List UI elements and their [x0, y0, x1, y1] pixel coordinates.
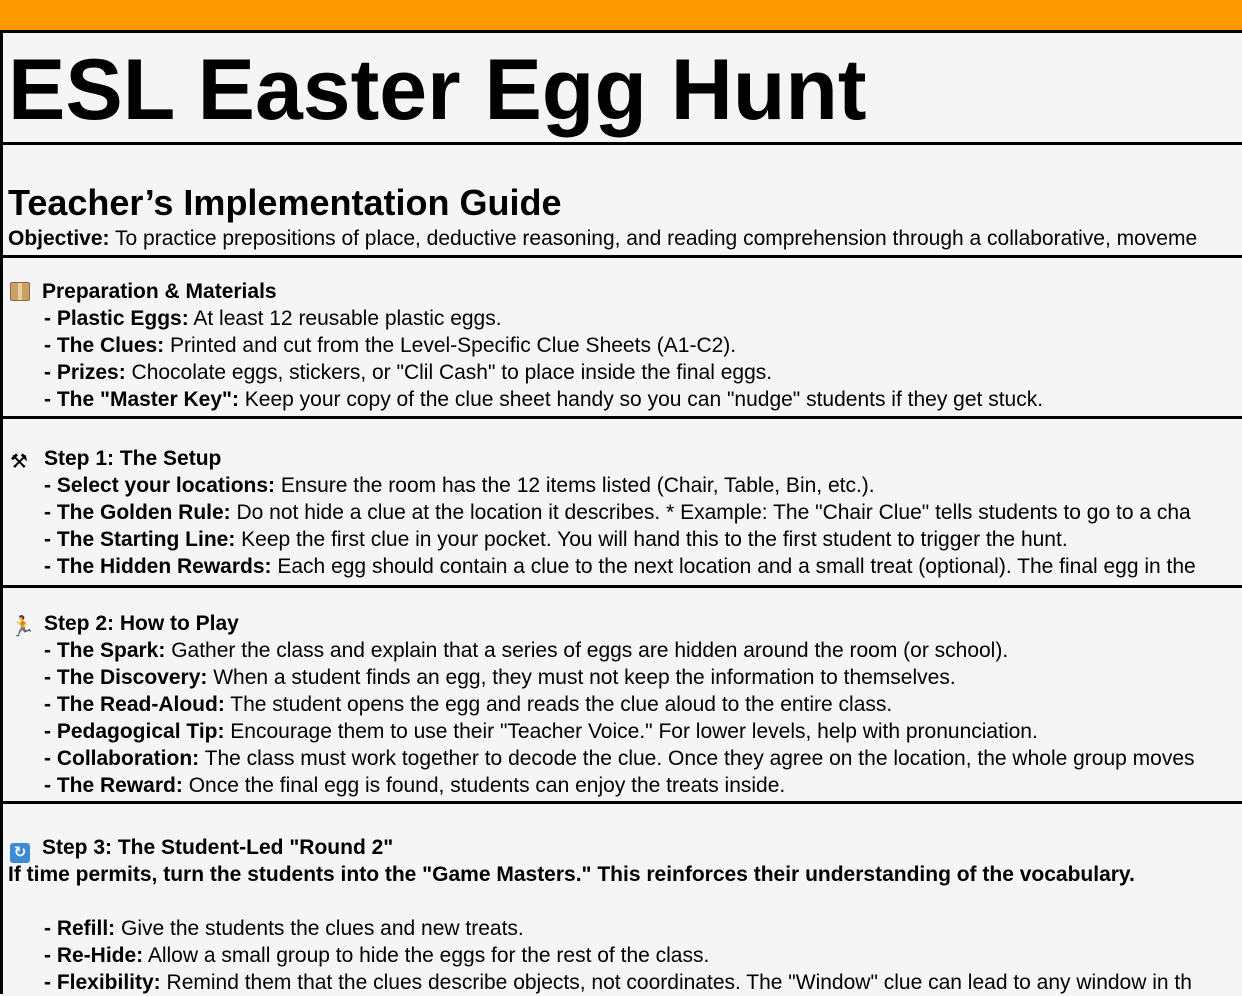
section-title-round-2: ↻ Step 3: The Student-Led "Round 2"	[10, 834, 393, 863]
refresh-icon: ↻	[10, 843, 30, 863]
list-item: - Refill: Give the students the clues and new treats.	[44, 917, 524, 940]
objective-text: To practice prepositions of place, deductive reasoning, and reading comprehension through a collaborative, moveme	[109, 227, 1198, 250]
list-item: - Flexibility: Remind them that the clues describe objects, not coordinates. The "Window" clue can lead to any window in th	[44, 971, 1192, 994]
divider	[0, 585, 1242, 588]
divider	[0, 801, 1242, 804]
list-item: - Plastic Eggs: At least 12 reusable plastic eggs.	[44, 307, 502, 330]
list-item: - The Starting Line: Keep the first clue in your pocket. You will hand this to the first student to trigger the hunt.	[44, 528, 1068, 551]
list-item: - The Golden Rule: Do not hide a clue at the location it describes. * Example: The "Chair Clue" tells students to go to a cha	[44, 501, 1191, 524]
top-accent-bar	[0, 0, 1242, 33]
list-item: - Re-Hide: Allow a small group to hide the eggs for the rest of the class.	[44, 944, 710, 967]
list-item: - Pedagogical Tip: Encourage them to use their "Teacher Voice." For lower levels, help with pronunciation.	[44, 720, 1038, 743]
objective-label: Objective:	[8, 227, 110, 250]
left-border	[0, 30, 3, 994]
list-item: - Select your locations: Ensure the room has the 12 items listed (Chair, Table, Bin, etc.).	[44, 474, 875, 497]
list-item: - Collaboration: The class must work together to decode the clue. Once they agree on the location, the whole group moves	[44, 747, 1195, 770]
divider	[0, 255, 1242, 258]
list-item: - The Discovery: When a student finds an egg, they must not keep the information to themselves.	[44, 666, 956, 689]
list-item: - The Spark: Gather the class and explain that a series of eggs are hidden around the room (or school).	[44, 639, 1009, 662]
hammer-wrench-icon: ⚒	[10, 451, 28, 473]
objective	[8, 225, 1197, 252]
list-item: - Prizes: Chocolate eggs, stickers, or "Clil Cash" to place inside the final eggs.	[44, 361, 773, 384]
runner-icon: 🏃	[10, 616, 35, 638]
package-icon	[10, 282, 30, 301]
guide-heading: Teacher’s Implementation Guide	[8, 182, 562, 223]
list-item: - The Clues: Printed and cut from the Level-Specific Clue Sheets (A1-C2).	[44, 334, 737, 357]
divider	[0, 142, 1242, 145]
section-title-how-to-play: 🏃 Step 2: How to Play	[10, 612, 239, 638]
list-item: - The Read-Aloud: The student opens the egg and reads the clue aloud to the entire class.	[44, 693, 893, 716]
list-item: - The "Master Key": Keep your copy of the clue sheet handy so you can "nudge" students if they get stuck.	[44, 388, 1044, 411]
section-title-setup: ⚒ Step 1: The Setup	[10, 447, 222, 473]
round-2-intro: If time permits, turn the students into the "Game Masters." This reinforces their understanding of the vocabulary.	[8, 863, 1135, 886]
list-item: - The Hidden Rewards: Each egg should contain a clue to the next location and a small treat (optional). The final egg in the	[44, 555, 1196, 578]
section-title-preparation: Preparation & Materials	[10, 278, 277, 305]
page-title: ESL Easter Egg Hunt	[8, 42, 867, 138]
list-item: - The Reward: Once the final egg is found, students can enjoy the treats inside.	[44, 774, 786, 797]
divider	[0, 416, 1242, 419]
